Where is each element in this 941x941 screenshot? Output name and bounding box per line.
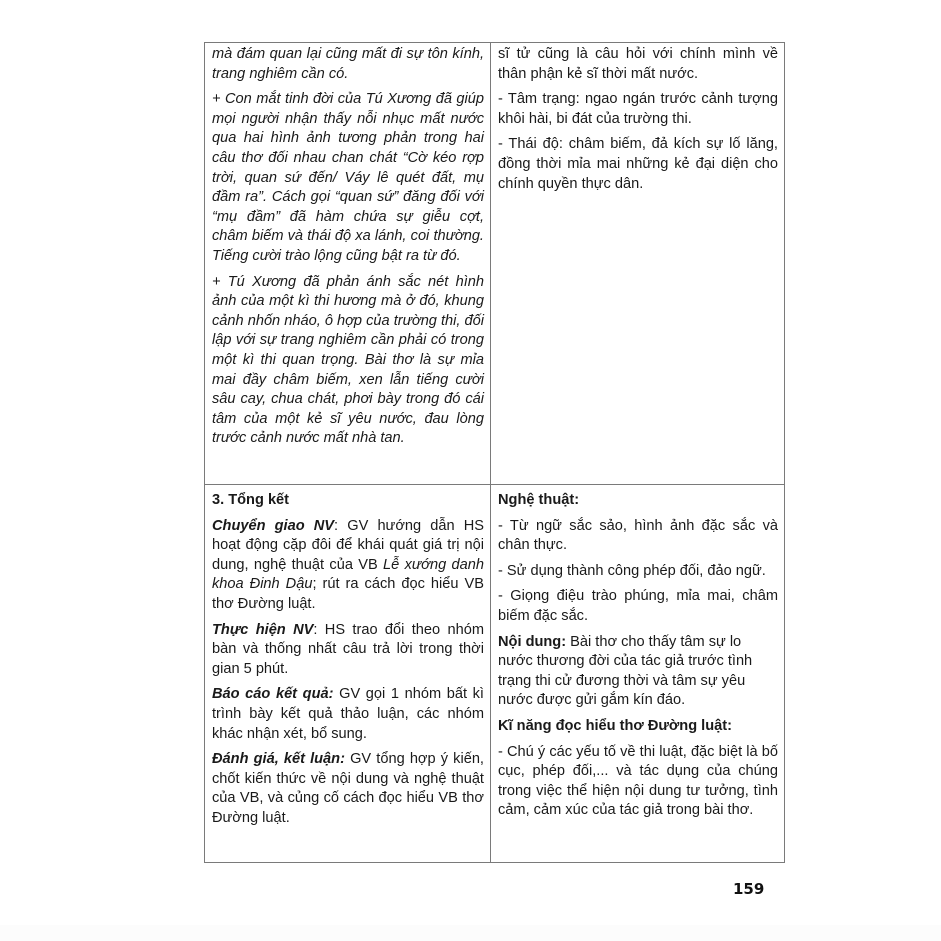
- analysis-cell-left: [205, 43, 491, 485]
- step-text: GV hướng dẫn HS hoạt động cặp đôi để khái quát giá trị nội dung, nghệ thuật của VB: [212, 517, 485, 573]
- content-text: Bài thơ cho thấy tâm sự lo nước thương đời của tác giả trước tình trạng thi cử đương thời và tâm sự yêu nước được gửi gắm kín đáo.: [498, 633, 753, 709]
- analysis-cell-right: [491, 43, 785, 485]
- list-item: - Từ ngữ sắc sảo, hình ảnh đặc sắc và chân thực.: [498, 517, 778, 554]
- list-item: - Sử dụng thành công phép đối, đảo ngữ.: [498, 562, 766, 579]
- step-text: GV tổng hợp ý kiến, chốt kiến thức về nội dung và nghệ thuật của VB, và củng cố cách đọc hiểu VB thơ Đường luật.: [212, 751, 484, 826]
- summary-cell-right: [491, 485, 785, 863]
- step-text: HS trao đổi theo nhóm bàn và thống nhất câu trả lời trong thời gian 5 phút.: [212, 621, 485, 677]
- list-item: - Chú ý các yếu tố về thi luật, đặc biệt là bố cục, phép đối,... và tác dụng của chúng trong việc thể hiện nội dung tư tưởng, tình cảm, cảm xúc của tác giả trong bài thơ.: [498, 743, 778, 819]
- step-paragraph: [212, 750, 484, 828]
- step-label: Đánh giá, kết luận:: [212, 751, 345, 768]
- paragraph: mà đám quan lại cũng mất đi sự tôn kính, trang nghiêm cần có.: [212, 46, 484, 82]
- section-heading: 3. Tổng kết: [212, 492, 290, 508]
- paragraph: - Tâm trạng: ngao ngán trước cảnh tượng khôi hài, bi đát của trường thi.: [498, 91, 778, 127]
- content-paragraph: [498, 633, 778, 711]
- table-row: [205, 485, 785, 863]
- art-heading: Nghệ thuật:: [498, 492, 580, 508]
- paragraph: sĩ tử cũng là câu hỏi với chính mình về thân phận kẻ sĩ thời mất nước.: [498, 46, 778, 82]
- step-text: ; rút ra cách đọc hiểu VB thơ Đường luật.: [212, 576, 484, 612]
- step-text: GV gọi 1 nhóm bất kì trình bày kết quả thảo luận, các nhóm khác nhận xét, bổ sung.: [212, 686, 484, 742]
- paragraph: + Con mắt tinh đời của Tú Xương đã giúp mọi người nhận thấy nỗi nhục mất nước qua hai hình ảnh tương phản trong hai câu thơ đối nhau chan chát “Cờ kéo rợp trời, quan sứ đến/ Váy lê quét đất, mụ đầm ra”. Cách gọi “quan sứ” đăng đối với “mụ đầm” đã hàm chứa sự giễu cợt, châm biếm và thái độ xa lánh, coi thường. Tiếng cười trào lộng cũng bật ra từ đó.: [212, 91, 484, 264]
- step-separator: :: [313, 621, 325, 638]
- paragraph: - Thái độ: châm biếm, đả kích sự lố lăng, đồng thời mỉa mai những kẻ đại diện cho chính quyền thực dân.: [498, 136, 778, 192]
- lesson-table: [204, 42, 785, 863]
- paragraph: + Tú Xương đã phản ánh sắc nét hình ảnh của một kì thi hương mà ở đó, khung cảnh nhốn nháo, ô hợp của trường thi, đối lập với sự trang nghiêm cần phải có trong một kì thi quan trọng. Bài thơ là sự mỉa mai đầy châm biếm, xen lẫn tiếng cười sâu cay, chua chát, phơi bày trong đó cái tâm của một kẻ sĩ yêu nước, đau lòng trước cảnh nước mất nhà tan.: [212, 273, 484, 447]
- step-label: Thực hiện NV: [212, 621, 314, 638]
- step-paragraph: [212, 621, 484, 680]
- step-paragraph: [212, 517, 484, 615]
- poem-title: Lễ xướng danh khoa Đinh Dậu: [212, 556, 484, 593]
- step-separator: :: [334, 517, 348, 534]
- content-label: Nội dung:: [498, 633, 567, 650]
- summary-cell-left: [205, 485, 491, 863]
- skill-heading: Kĩ năng đọc hiểu thơ Đường luật:: [498, 717, 732, 734]
- page-bottom-margin: [0, 925, 941, 941]
- table-row: [205, 43, 785, 485]
- list-item: - Giọng điệu trào phúng, mỉa mai, châm biếm đặc sắc.: [498, 588, 778, 624]
- step-paragraph: [212, 685, 484, 744]
- step-label: Chuyển giao NV: [212, 517, 335, 534]
- step-label: Báo cáo kết quả:: [212, 686, 334, 703]
- page-number: 159: [733, 880, 765, 898]
